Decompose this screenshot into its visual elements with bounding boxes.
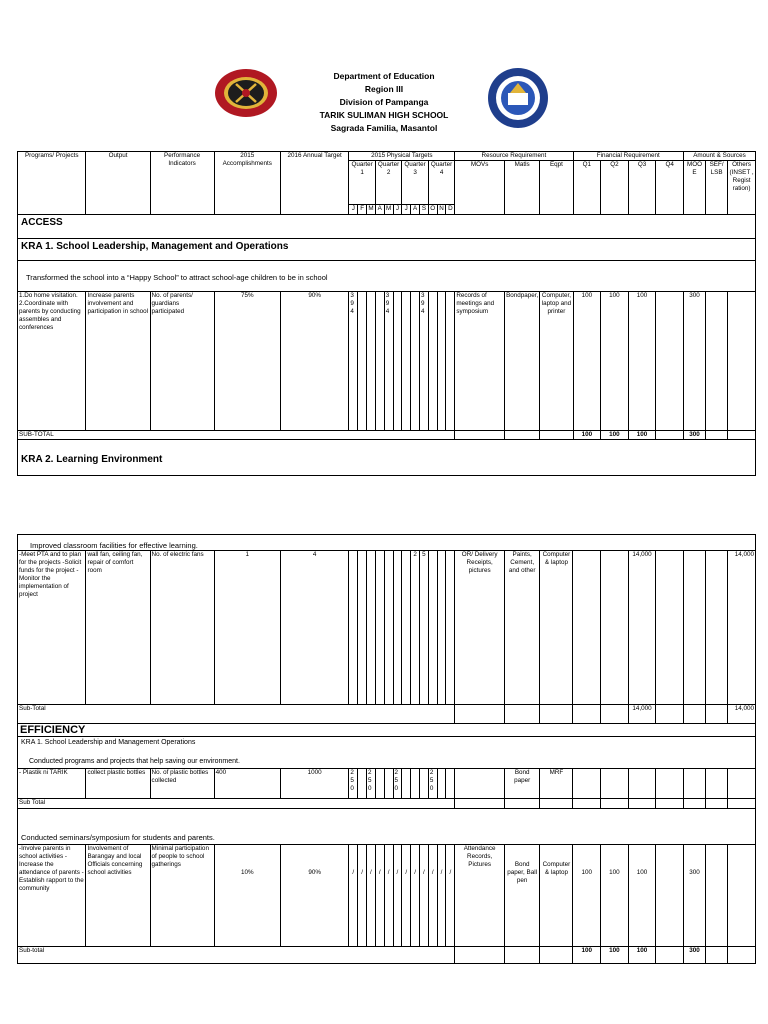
- col-quarter-2: Quarter 2: [375, 161, 401, 205]
- plastic-subtotal-label: Sub Total: [18, 799, 455, 809]
- plastic-indicator-cell: No. of plastic bottles collected: [150, 769, 214, 799]
- seminar-month-mark: /: [437, 845, 446, 947]
- kra2-heading: KRA 2. Learning Environment: [18, 440, 756, 476]
- learning-output-cell: wall fan, ceiling fan, repair of comfort room: [86, 551, 150, 705]
- month-cell: J: [393, 205, 402, 215]
- learning-subtotal-label: Sub-Total: [18, 705, 455, 724]
- col-2016-target: 2016 Annual Target: [280, 152, 348, 215]
- efficiency-kra-heading: [18, 737, 756, 769]
- col-quarter-3: Quarter 3: [402, 161, 428, 205]
- learning-others-cell: 14,000: [728, 551, 756, 705]
- access-subtotal-q2: 100: [601, 431, 629, 440]
- seminar-matls-cell: Bond paper, Ball pen: [505, 845, 540, 947]
- learning-indicator-cell: No. of electric fans: [150, 551, 214, 705]
- access-subtotal-q3: 100: [628, 431, 656, 440]
- col-matls: Matls: [505, 161, 540, 215]
- seminar-subtotal-mooe: 300: [683, 947, 705, 964]
- header-department: Department of Education: [333, 71, 435, 81]
- access-month-mark: 3 9 4: [420, 292, 429, 431]
- header-region: Region III: [364, 84, 404, 94]
- plastic-output-cell: collect plastic bottles: [86, 769, 150, 799]
- plastic-month-mark: 2 5 0: [349, 769, 358, 799]
- plastic-matls-cell: Bond paper: [505, 769, 540, 799]
- plastic-month-mark: 2 5 0: [393, 769, 402, 799]
- learning-subtotal-others: 14,000: [728, 705, 756, 724]
- access-acc-cell: 75%: [214, 292, 280, 431]
- col-mooe: MOO E: [683, 161, 705, 215]
- seminar-acc-cell: 10%: [214, 845, 280, 947]
- col-2015-acc: 2015 Accomplishments: [214, 152, 280, 215]
- access-target-cell: 90%: [280, 292, 348, 431]
- seminar-month-mark: /: [375, 845, 384, 947]
- access-subtotal-q1: 100: [573, 431, 601, 440]
- seminar-month-mark: /: [393, 845, 402, 947]
- access-month-mark: 3 9 4: [349, 292, 358, 431]
- seminar-subtotal-q2: 100: [601, 947, 629, 964]
- plastic-month-mark: 2 5 0: [367, 769, 376, 799]
- section-access: ACCESS: [18, 215, 756, 239]
- col-physical-targets: 2015 Physical Targets: [349, 152, 455, 161]
- access-q2-cell: 100: [601, 292, 629, 431]
- month-cell: A: [375, 205, 384, 215]
- access-objective: Transformed the school into a “Happy School” to attract school-age children to be in school: [18, 261, 756, 292]
- col-amount-sources: Amount & Sources: [683, 152, 755, 161]
- seminar-mooe-cell: 300: [683, 845, 705, 947]
- col-fq2: Q2: [601, 161, 629, 215]
- seminar-indicator-cell: Minimal participation of people to school gatherings: [150, 845, 214, 947]
- learning-eqpt-cell: Computer & laptop: [540, 551, 573, 705]
- seminar-q1-cell: 100: [573, 845, 601, 947]
- col-fq3: Q3: [628, 161, 656, 215]
- learning-month-mark: 5: [419, 551, 428, 705]
- access-plan-table: [17, 151, 756, 476]
- seminar-month-mark: /: [349, 845, 358, 947]
- seminar-month-mark: /: [419, 845, 428, 947]
- learning-program-cell: -Meet PTA and to plan for the projects -Solicit funds for the project -Monitor the implementation of project: [18, 551, 86, 705]
- col-indicators: Performance Indicators: [150, 152, 214, 215]
- access-subtotal-label: SUB-TOTAL: [18, 431, 455, 440]
- document-header: [250, 70, 518, 135]
- plastic-target-cell: 1000: [280, 769, 348, 799]
- col-others: Others (INSET , Regist ration): [728, 161, 756, 215]
- col-quarter-4: Quarter 4: [428, 161, 454, 205]
- seminar-q3-cell: 100: [628, 845, 656, 947]
- access-subtotal-mooe: 300: [683, 431, 705, 440]
- seminar-month-mark: /: [367, 845, 376, 947]
- month-cell: J: [402, 205, 411, 215]
- learning-movs-cell: OR/ Delivery Receipts, pictures: [455, 551, 505, 705]
- learning-matls-cell: Paints, Cement, and other: [505, 551, 540, 705]
- seminar-month-mark: /: [446, 845, 455, 947]
- seminar-eqpt-cell: Computer & laptop: [540, 845, 573, 947]
- col-quarter-1: Quarter 1: [349, 161, 375, 205]
- seminar-q2-cell: 100: [601, 845, 629, 947]
- header-address: Sagrada Familia, Masantol: [330, 123, 438, 133]
- seminar-subtotal-q3: 100: [628, 947, 656, 964]
- plastic-month-mark: 2 5 0: [428, 769, 437, 799]
- seminar-month-mark: /: [428, 845, 437, 947]
- plastic-program-cell: - Plastik ni TARIK: [18, 769, 86, 799]
- col-fq1: Q1: [573, 161, 601, 215]
- header-school: TARIK SULIMAN HIGH SCHOOL: [319, 110, 449, 120]
- access-matls-cell: Bondpaper,: [505, 292, 540, 431]
- access-q3-cell: 100: [628, 292, 656, 431]
- access-mooe-cell: 300: [683, 292, 705, 431]
- seminar-target-cell: 90%: [280, 845, 348, 947]
- seminar-month-mark: /: [402, 845, 411, 947]
- month-cell: N: [437, 205, 446, 215]
- month-cell: O: [428, 205, 437, 215]
- col-sef: SEF/ LSB: [706, 161, 728, 215]
- seminar-output-cell: Involvement of Barangay and local Officials concerning school activities: [86, 845, 150, 947]
- access-program-cell: 1.Do home visitation. 2.Coordinate with parents by conducting assembles and conferences: [18, 292, 86, 431]
- learning-month-mark: 2: [411, 551, 420, 705]
- month-cell: M: [367, 205, 376, 215]
- col-financial-req: Financial Requirement: [573, 152, 683, 161]
- seminar-subtotal-q1: 100: [573, 947, 601, 964]
- col-movs: MOVs: [455, 161, 505, 215]
- seminar-program-cell: -Involve parents in school activities -Increase the attendance of parents -Establish rapport to the community: [18, 845, 86, 947]
- access-eqpt-cell: Computer, laptop and printer: [540, 292, 573, 431]
- seminar-subtotal-label: Sub-total: [18, 947, 455, 964]
- access-month-mark: 3 9 4: [384, 292, 393, 431]
- access-movs-cell: Records of meetings and symposium: [455, 292, 505, 431]
- month-cell: S: [420, 205, 429, 215]
- efficiency-kra-text: KRA 1. School Leadership and Management Operations: [21, 739, 196, 746]
- learning-acc-cell: 1: [214, 551, 280, 705]
- seminar-month-mark: /: [411, 845, 420, 947]
- kra1-heading: KRA 1. School Leadership, Management and Operations: [18, 239, 756, 261]
- col-fq4: Q4: [656, 161, 684, 215]
- access-indicator-cell: No. of parents/ guardians participated: [150, 292, 214, 431]
- learning-objective: Improved classroom facilities for effective learning.: [18, 535, 756, 551]
- learning-subtotal-q3: 14,000: [628, 705, 656, 724]
- efficiency-objective-1: Conducted programs and projects that help saving our environment.: [29, 758, 240, 765]
- col-resource-req: Resource Requirement: [455, 152, 573, 161]
- month-cell: A: [411, 205, 420, 215]
- seminar-month-mark: /: [358, 845, 367, 947]
- plastic-acc-cell: 400: [214, 769, 280, 799]
- col-programs: Programs/ Projects: [18, 152, 86, 215]
- col-eqpt: Eqpt: [540, 161, 573, 215]
- seminar-movs-cell: Attendance Records, Pictures: [455, 845, 505, 947]
- efficiency-objective-2: Conducted seminars/symposium for students and parents.: [18, 809, 756, 845]
- access-output-cell: Increase parents involvement and participation in school: [86, 292, 150, 431]
- col-output: Output: [86, 152, 150, 215]
- learning-target-cell: 4: [280, 551, 348, 705]
- plastic-eqpt-cell: MRF: [540, 769, 573, 799]
- month-cell: F: [358, 205, 367, 215]
- access-q1-cell: 100: [573, 292, 601, 431]
- month-cell: D: [446, 205, 455, 215]
- section-efficiency: EFFICIENCY: [18, 724, 756, 737]
- learning-efficiency-table: [17, 534, 756, 964]
- header-division: Division of Pampanga: [339, 97, 429, 107]
- seminar-month-mark: /: [384, 845, 393, 947]
- learning-q3-cell: 14,000: [628, 551, 656, 705]
- month-cell: M: [384, 205, 393, 215]
- month-cell: J: [349, 205, 358, 215]
